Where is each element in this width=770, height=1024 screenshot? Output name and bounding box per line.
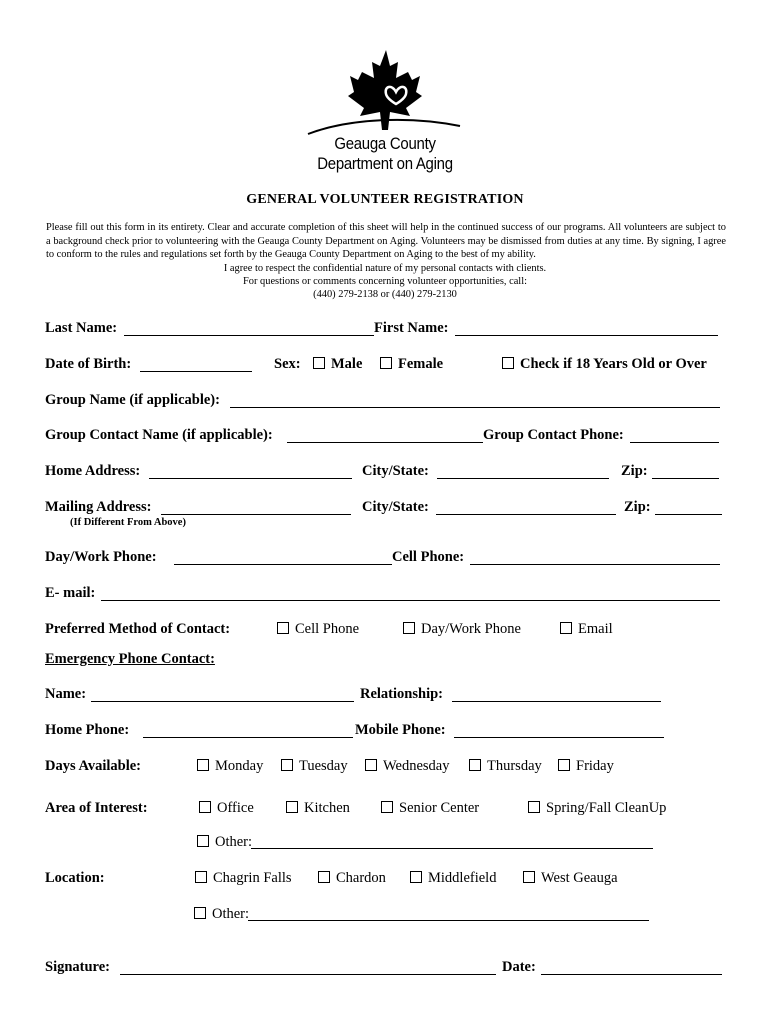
days-available-label: Days Available:	[45, 758, 141, 774]
location-option-label: Chardon	[336, 870, 386, 886]
contact-option-label: Day/Work Phone	[421, 621, 521, 637]
checkbox-icon[interactable]	[502, 357, 514, 369]
interest-option-office[interactable]	[199, 800, 254, 817]
checkbox-icon[interactable]	[558, 759, 570, 771]
day-option-wednesday[interactable]	[365, 758, 449, 775]
location-option-west-geauga[interactable]	[523, 870, 618, 887]
area-of-interest-label: Area of Interest:	[45, 800, 148, 816]
interest-other-field[interactable]	[251, 848, 653, 849]
signature-field[interactable]	[120, 974, 496, 975]
interest-label: Office	[217, 800, 254, 816]
cell-phone-field[interactable]	[470, 564, 720, 565]
checkbox-icon[interactable]	[277, 622, 289, 634]
checkbox-icon[interactable]	[199, 801, 211, 813]
mailing-address-label: Mailing Address:	[45, 499, 152, 515]
home-city-state-label: City/State:	[362, 463, 429, 479]
sex-label: Sex:	[274, 356, 301, 372]
interest-option-kitchen[interactable]	[286, 800, 350, 817]
group-name-label: Group Name (if applicable):	[45, 392, 220, 408]
day-option-tuesday[interactable]	[281, 758, 348, 775]
dob-field[interactable]	[140, 371, 252, 372]
interest-other-label: Other:	[215, 834, 253, 850]
checkbox-icon[interactable]	[197, 835, 209, 847]
day-option-monday[interactable]	[197, 758, 263, 775]
group-name-field[interactable]	[230, 407, 720, 408]
interest-label: Senior Center	[399, 800, 480, 816]
checkbox-icon[interactable]	[195, 871, 207, 883]
interest-option-cleanup[interactable]	[528, 800, 666, 817]
emergency-name-field[interactable]	[91, 701, 354, 702]
location-other-label: Other:	[212, 906, 250, 922]
checkbox-icon[interactable]	[469, 759, 481, 771]
mobile-phone-label: Mobile Phone:	[355, 722, 446, 738]
mailing-zip-field[interactable]	[655, 514, 722, 515]
logo-text-line1: Geauga County	[334, 134, 436, 153]
location-option-other[interactable]	[194, 906, 249, 923]
location-option-middlefield[interactable]	[410, 870, 496, 887]
checkbox-icon[interactable]	[523, 871, 535, 883]
checkbox-icon[interactable]	[380, 357, 392, 369]
last-name-field[interactable]	[124, 335, 374, 336]
contact-phone-numbers: (440) 279-2138 or (440) 279-2130	[313, 289, 457, 300]
checkbox-icon[interactable]	[403, 622, 415, 634]
contact-option-email[interactable]	[560, 621, 613, 638]
emergency-name-label: Name:	[45, 686, 87, 702]
interest-label: Kitchen	[304, 800, 350, 816]
mailing-address-field[interactable]	[161, 514, 351, 515]
over-18-option[interactable]	[502, 356, 707, 373]
relationship-field[interactable]	[452, 701, 661, 702]
checkbox-icon[interactable]	[286, 801, 298, 813]
home-phone-field[interactable]	[143, 737, 353, 738]
home-phone-label: Home Phone:	[45, 722, 130, 738]
interest-option-senior-center[interactable]	[381, 800, 479, 817]
if-different-note: (If Different From Above)	[70, 517, 186, 528]
mailing-zip-label: Zip:	[624, 499, 651, 515]
checkbox-icon[interactable]	[528, 801, 540, 813]
preferred-contact-label: Preferred Method of Contact:	[45, 621, 231, 637]
first-name-label: First Name:	[374, 320, 449, 336]
first-name-field[interactable]	[455, 335, 718, 336]
relationship-label: Relationship:	[360, 686, 443, 702]
day-label: Monday	[215, 758, 264, 774]
cell-phone-label: Cell Phone:	[392, 549, 465, 565]
mailing-city-state-label: City/State:	[362, 499, 429, 515]
contact-option-label: Cell Phone	[295, 621, 360, 637]
mobile-phone-field[interactable]	[454, 737, 664, 738]
email-label: E- mail:	[45, 585, 96, 601]
checkbox-icon[interactable]	[365, 759, 377, 771]
home-zip-field[interactable]	[652, 478, 719, 479]
checkbox-icon[interactable]	[410, 871, 422, 883]
day-work-phone-field[interactable]	[174, 564, 392, 565]
questions-statement: For questions or comments concerning volunteer opportunities, call:	[243, 276, 527, 287]
checkbox-icon[interactable]	[281, 759, 293, 771]
home-city-state-field[interactable]	[437, 478, 609, 479]
location-option-label: Chagrin Falls	[213, 870, 292, 886]
day-label: Wednesday	[383, 758, 450, 774]
location-option-chagrin-falls[interactable]	[195, 870, 292, 887]
over-18-label: Check if 18 Years Old or Over	[520, 356, 707, 372]
form-title: GENERAL VOLUNTEER REGISTRATION	[246, 192, 524, 207]
intro-paragraph: Please fill out this form in its entirety. Clear and accurate completion of this sheet will help in the continued success of our programs. All volunteers are subject to a background check prior to volunteering with the Geauga County Department on Aging. Volunteers may be dismissed from duties at any time. By signing, I agree to conform to the rules and regulations set forth by the Geauga County Department on Aging to the best of my ability.	[46, 222, 726, 261]
emergency-contact-heading: Emergency Phone Contact:	[45, 651, 215, 667]
contact-option-day-work[interactable]	[403, 621, 521, 638]
last-name-label: Last Name:	[45, 320, 118, 336]
logo-text-line2: Department on Aging	[317, 154, 453, 173]
date-field[interactable]	[541, 974, 722, 975]
email-field[interactable]	[101, 600, 720, 601]
day-work-phone-label: Day/Work Phone:	[45, 549, 157, 565]
day-label: Thursday	[487, 758, 542, 774]
group-contact-field[interactable]	[287, 442, 483, 443]
location-option-label: Middlefield	[428, 870, 497, 886]
sex-female-option[interactable]	[380, 356, 443, 373]
group-contact-label: Group Contact Name (if applicable):	[45, 427, 273, 443]
confidentiality-statement: I agree to respect the confidential nature of my personal contacts with clients.	[223, 263, 547, 274]
interest-option-other[interactable]	[197, 834, 252, 851]
checkbox-icon[interactable]	[381, 801, 393, 813]
male-label: Male	[331, 356, 363, 372]
dob-label: Date of Birth:	[45, 356, 132, 372]
day-label: Tuesday	[299, 758, 348, 774]
group-phone-field[interactable]	[630, 442, 719, 443]
signature-label: Signature:	[45, 959, 110, 975]
location-option-label: West Geauga	[541, 870, 618, 886]
checkbox-icon[interactable]	[313, 357, 325, 369]
checkbox-icon[interactable]	[197, 759, 209, 771]
interest-label: Spring/Fall CleanUp	[546, 800, 667, 816]
home-zip-label: Zip:	[621, 463, 648, 479]
date-label: Date:	[502, 959, 536, 975]
home-address-field[interactable]	[149, 478, 352, 479]
location-option-chardon[interactable]	[318, 870, 386, 887]
checkbox-icon[interactable]	[318, 871, 330, 883]
checkbox-icon[interactable]	[194, 907, 206, 919]
maple-leaf-heart-logo-icon	[300, 46, 470, 138]
location-label: Location:	[45, 870, 105, 886]
checkbox-icon[interactable]	[560, 622, 572, 634]
contact-option-label: Email	[578, 621, 613, 637]
day-option-friday[interactable]	[558, 758, 614, 775]
sex-male-option[interactable]	[313, 356, 362, 373]
female-label: Female	[398, 356, 444, 372]
contact-option-cell[interactable]	[277, 621, 359, 638]
day-option-thursday[interactable]	[469, 758, 542, 775]
home-address-label: Home Address:	[45, 463, 141, 479]
mailing-city-state-field[interactable]	[436, 514, 616, 515]
day-label: Friday	[576, 758, 614, 774]
location-other-field[interactable]	[248, 920, 649, 921]
group-phone-label: Group Contact Phone:	[483, 427, 624, 443]
